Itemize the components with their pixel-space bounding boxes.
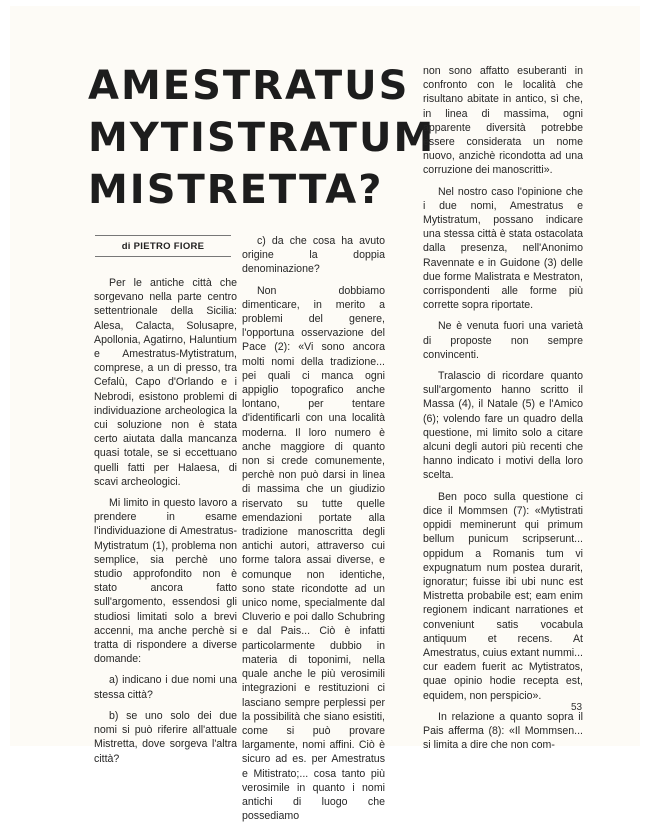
paragraph: c) da che cosa ha avuto origine la doppia denominazione?	[242, 235, 385, 276]
paragraph: non sono affatto esuberanti in confronto con le località che risultano abitate in antico, sì che, in linea di massima, ogni apparente diversità potrebbe essere considerata un nome nuovo, anzichè ricondotta ad una corruzione dei manoscritti».	[423, 65, 583, 177]
paragraph: Nel nostro caso l'opinione che i due nomi, Amestratus e Mytistratum, possano indicare una stessa città è stata ostacolata dalla presenza, nell'Anonimo Ravennate e in Guidone (3) delle due forme Malistrata e Mestraton, corrispondenti alle forme più corrette sopra riportate.	[423, 185, 583, 312]
paragraph: Per le antiche città che sorgevano nella parte centro settentrionale della Sicilia: Alesa, Calacta, Solusapre, Apollonia, Agatirno, Haluntium e Amestratus-Mytistratum, comprese, a un di presso, tra Cefalù, Capo d'Orlando e i Nebrodi, esistono problemi di individuazione archeologica la cui soluzione non è stata certo aiutata dalla mancanza quasi totale, se si eccettuano quelli fatti per Halaesa, di scavi archeologici.	[94, 277, 237, 488]
paragraph: Ne è venuta fuori una varietà di proposte non sempre convincenti.	[423, 320, 583, 361]
paragraph: Mi limito in questo lavoro a prendere in esame l'individuazione di Amestratus-Mytistratum (1), problema non semplice, sia perchè uno studio approfondito non è stato ancora fatto sull'argomento, essendosi gli studiosi limitati solo a brevi accenni, ma anche perchè si tratta di rispondere a diverse domande:	[94, 497, 237, 666]
paragraph: In relazione a quanto sopra il Pais afferma (8): «Il Mommsen... si limita a dire che non com-	[423, 710, 583, 752]
text-column-1	[94, 276, 237, 773]
title-line-1: AMESTRATUS	[88, 63, 410, 109]
paragraph: Ben poco sulla questione ci dice il Mommsen (7): «Mytistrati oppidi meminerunt qui primum bellum punicum scripserunt... oppidum a Romanis tum vi expugnatum num postea durarit, ignoratur; fuisse ibi ubi nunc est Mistretta probabile est; eam enim regionem indicant narrationes et conveniunt satis vocabula antiquum et recens. At Amestratus, cuius extant nummi... cur eadem fuerit ac Mytistratos, quae opinio hodie recepta est, equidem, non perspicio».	[423, 490, 583, 702]
text-column-2	[242, 234, 385, 830]
paragraph: a) indicano i due nomi una stessa città?	[94, 674, 237, 701]
paragraph: Non dobbiamo dimenticare, in merito a problemi del genere, l'opportuna osservazione del Pace (2): «Vi sono ancora molti nomi della tradizione... pei quali ci manca ogni appiglio topografico anche lontano, per tentare d'identificarli con una località moderna. Il loro numero è anche maggiore di quanto non si crede comunemente, perchè non può darsi in linea di massima che un giudizio riservato su tutte quelle emendazioni portate alla tradizione manoscritta degli antichi autori, attraverso cui forme talora assai diverse, e comunque non identiche, sono state ricondotte ad un unico nome, specialmente dal Cluverio e poi dallo Schubring e dal Pais... Ciò è infatti particolarmente dubbio in materia di toponimi, nella quale anche le più verosimili integrazioni e restituzioni ci lasciano sempre perplessi per la possibilità che siano esistiti, come si può provare largamente, nomi affini. Ciò è sicuro ad es. per Amestratus e Mitistrato;... cosa tanto più verosimile in quanto i nomi antichi di luogo che possediamo	[242, 284, 385, 823]
article-title	[88, 60, 436, 216]
title-line-3: MISTRETTA?	[88, 167, 384, 213]
document-page	[10, 6, 640, 823]
text-column-3	[423, 64, 583, 759]
title-line-2: MYTISTRATUM	[88, 115, 436, 161]
page-number: 53	[571, 702, 583, 713]
paragraph: b) se uno solo dei due nomi si può riferire all'attuale Mistretta, dove sorgeva l'altra città?	[94, 709, 237, 765]
paragraph: Tralascio di ricordare quanto sull'argomento hanno scritto il Massa (4), il Natale (5) e l'Amico (6); volendo fare un quadro della questione, mi limito solo a citare alcuni degli autori più recenti che hanno indicato i motivi della loro scelta.	[423, 370, 583, 482]
author-byline: di PIETRO FIORE	[95, 235, 231, 257]
